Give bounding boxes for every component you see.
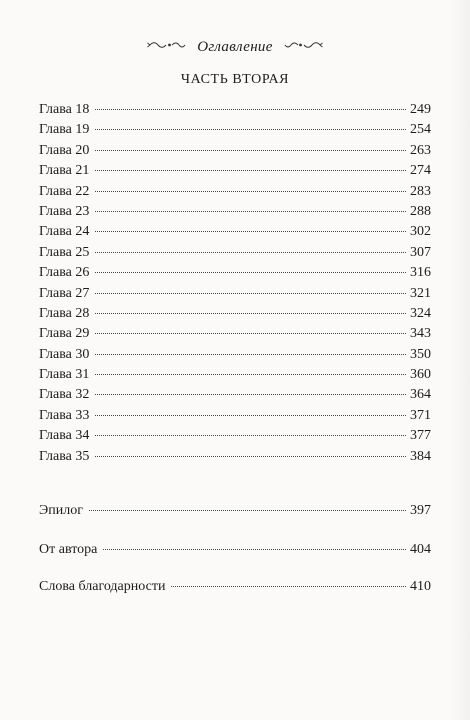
toc-entry[interactable] <box>39 447 431 467</box>
dot-leader <box>95 415 406 416</box>
entry-label: Глава 28 <box>39 305 90 321</box>
entry-label: Глава 31 <box>39 367 90 383</box>
entry-page-number: 371 <box>410 407 431 423</box>
dot-leader <box>95 456 406 457</box>
entry-page-number: 321 <box>410 285 431 301</box>
dot-leader <box>95 313 406 314</box>
entry-page-number: 249 <box>410 102 431 117</box>
dot-leader <box>95 191 406 192</box>
toc-entry[interactable] <box>39 182 431 202</box>
toc-entry[interactable] <box>39 100 431 120</box>
author-note-entry[interactable] <box>39 540 431 560</box>
dot-leader <box>95 211 406 212</box>
chapter-list <box>39 100 431 467</box>
dot-leader <box>89 510 406 511</box>
entry-label: Глава 21 <box>39 163 90 179</box>
entry-label: Глава 23 <box>39 203 90 219</box>
toc-entry[interactable] <box>39 141 431 161</box>
entry-page-number: 316 <box>410 265 431 281</box>
dot-leader <box>103 549 406 550</box>
entry-label: Слова благодарности <box>39 579 166 594</box>
entry-page-number: 377 <box>410 428 431 444</box>
dot-leader <box>95 333 406 334</box>
entry-label: Глава 22 <box>39 183 90 199</box>
entry-label: Глава 24 <box>39 224 90 240</box>
dot-leader <box>171 586 406 587</box>
entry-label: Глава 34 <box>39 428 90 444</box>
entry-page-number: 384 <box>410 448 431 464</box>
toc-entry[interactable] <box>39 284 431 304</box>
dot-leader <box>95 293 406 294</box>
dot-leader <box>95 394 406 395</box>
entry-page-number: 410 <box>410 579 431 594</box>
dot-leader <box>95 374 406 375</box>
entry-label: Глава 19 <box>39 122 90 138</box>
toc-entry[interactable] <box>39 243 431 263</box>
page-edge-shadow <box>448 0 470 720</box>
entry-page-number: 343 <box>410 326 431 342</box>
entry-label: Глава 33 <box>39 407 90 423</box>
dot-leader <box>95 231 406 232</box>
entry-label: От автора <box>39 542 98 557</box>
entry-label: Глава 29 <box>39 326 90 342</box>
entry-page-number: 254 <box>410 122 431 138</box>
entry-label: Глава 27 <box>39 285 90 301</box>
entry-label: Глава 35 <box>39 448 90 464</box>
toc-entry[interactable] <box>39 222 431 242</box>
entry-page-number: 397 <box>410 503 431 518</box>
dot-leader <box>95 129 406 130</box>
toc-entry[interactable] <box>39 120 431 140</box>
toc-header <box>0 37 470 57</box>
toc-entry[interactable] <box>39 406 431 426</box>
entry-label: Глава 26 <box>39 265 90 281</box>
entry-page-number: 274 <box>410 163 431 179</box>
entry-label: Глава 20 <box>39 142 90 158</box>
toc-entry[interactable] <box>39 324 431 344</box>
dot-leader <box>95 170 406 171</box>
toc-entry[interactable] <box>39 385 431 405</box>
entry-page-number: 364 <box>410 387 431 403</box>
entry-label: Глава 18 <box>39 102 90 117</box>
entry-page-number: 263 <box>410 142 431 158</box>
toc-entry[interactable] <box>39 426 431 446</box>
dot-leader <box>95 435 406 436</box>
epilogue-entry[interactable] <box>39 501 431 521</box>
toc-entry[interactable] <box>39 345 431 365</box>
dot-leader <box>95 272 406 273</box>
entry-label: Глава 30 <box>39 346 90 362</box>
entry-page-number: 360 <box>410 367 431 383</box>
dot-leader <box>95 109 406 110</box>
toc-title: Оглавление <box>197 39 273 56</box>
entry-page-number: 307 <box>410 244 431 260</box>
entry-page-number: 324 <box>410 305 431 321</box>
dot-leader <box>95 354 406 355</box>
toc-entry[interactable] <box>39 365 431 385</box>
entry-label: Глава 32 <box>39 387 90 403</box>
left-flourish-ornament <box>147 37 187 57</box>
part-title: ЧАСТЬ ВТОРАЯ <box>180 72 290 87</box>
entry-page-number: 283 <box>410 183 431 199</box>
entry-page-number: 288 <box>410 203 431 219</box>
entry-page-number: 350 <box>410 346 431 362</box>
dot-leader <box>95 150 406 151</box>
entry-label: Глава 25 <box>39 244 90 260</box>
toc-entry[interactable] <box>39 161 431 181</box>
toc-entry[interactable] <box>39 263 431 283</box>
entry-page-number: 302 <box>410 224 431 240</box>
toc-entry[interactable] <box>39 202 431 222</box>
dot-leader <box>95 252 406 253</box>
acknowledgements-entry[interactable] <box>39 577 431 597</box>
entry-label: Эпилог <box>39 503 83 518</box>
right-flourish-ornament <box>283 37 323 57</box>
toc-entry[interactable] <box>39 304 431 324</box>
entry-page-number: 404 <box>410 542 431 557</box>
